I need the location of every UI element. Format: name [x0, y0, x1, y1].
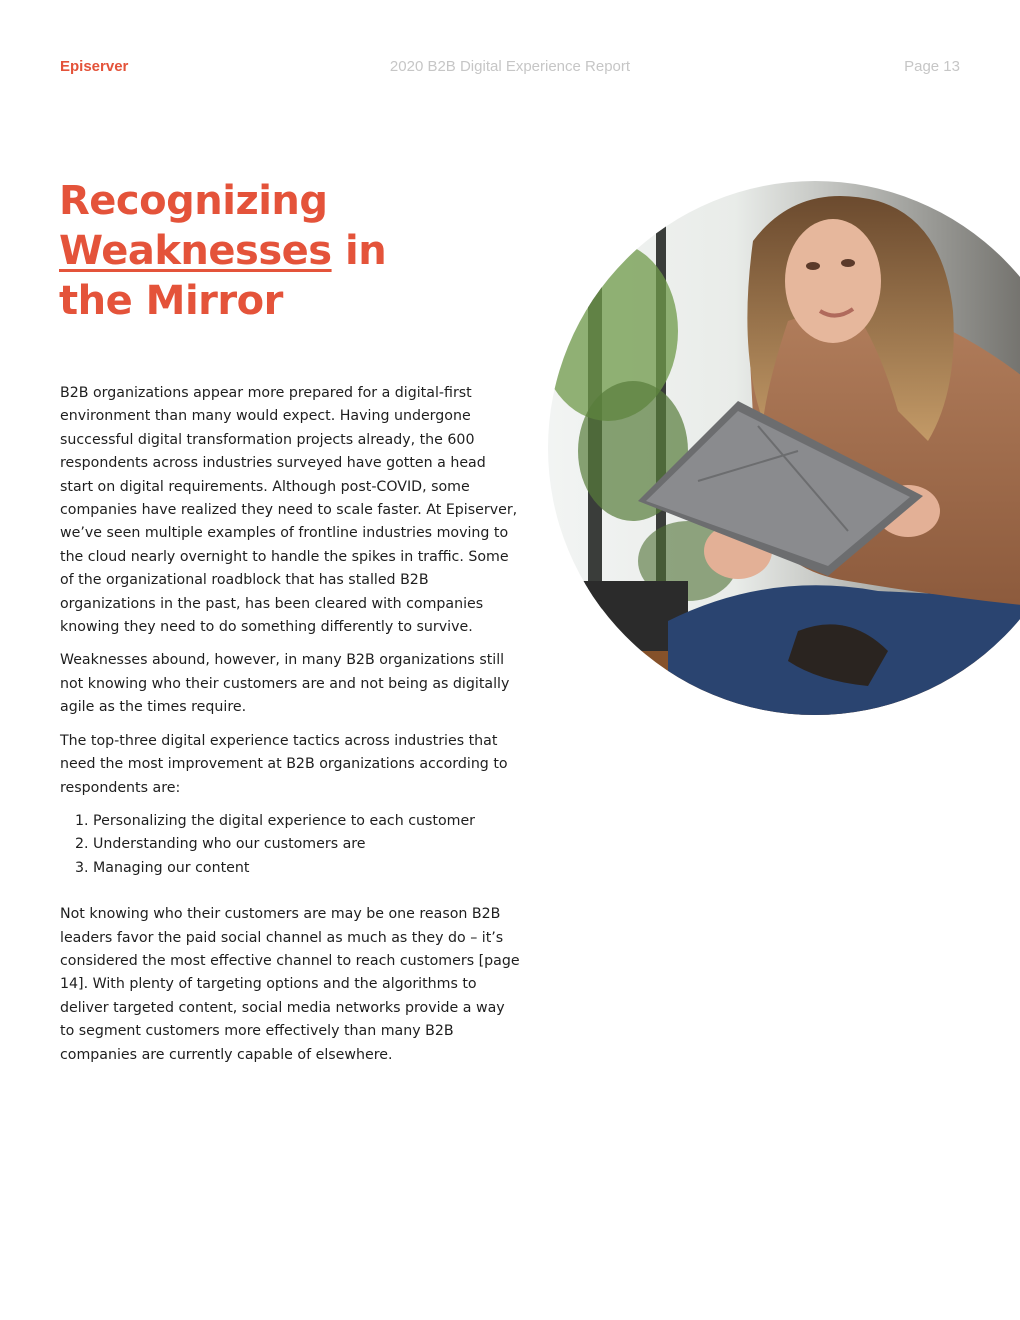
page-headline	[59, 176, 529, 326]
headline-line-2	[59, 226, 529, 276]
list-item: 3. Managing our content	[75, 859, 250, 876]
paragraph-tactics-intro: The top-three digital experience tactics across industries that need the most improvement at B2B organizations according to respondents are:	[60, 732, 508, 796]
tactics-list	[75, 810, 520, 880]
paragraph-weaknesses: Weaknesses abound, however, in many B2B organizations still not knowing who their customers are and not being as digitally agile as the times require.	[60, 652, 510, 716]
headline-line-1: Recognizing	[59, 178, 328, 224]
paragraph-social: Not knowing who their customers are may be one reason B2B leaders favor the paid social channel as much as they do – it’s considered the most effective channel to reach customers [page 14]. With plenty of targeting options and the algorithms to deliver targeted content, social media networks provide a way to segment customers more effectively than many B2B companies are currently capable of elsewhere.	[60, 906, 520, 1063]
page-number: Page 13	[904, 58, 960, 75]
list-item: 1. Personalizing the digital experience to each customer	[75, 812, 476, 829]
brand-logo-text: Episerver	[60, 58, 129, 75]
page-header	[60, 58, 960, 78]
paragraph-intro: B2B organizations appear more prepared for a digital-first environment than many would expect. Having undergone successful digital transformation projects already, the 600 respondents across industries surveyed have gotten a head start on digital requirements. Although post-COVID, some companies have realized they need to scale faster. At Episerver, we’ve seen multiple examples of frontline industries moving to the cloud nearly overnight to handle the spikes in traffic. Some of the organizational roadblock that has stalled B2B organizations in the past, has been cleared with companies knowing they need to do something differently to survive.	[60, 385, 518, 636]
body-text	[60, 382, 520, 1077]
list-item: 2. Understanding who our customers are	[75, 836, 366, 853]
headline-line-2-rest: in	[331, 228, 387, 274]
headline-emphasis: Weaknesses	[59, 228, 332, 274]
report-title: 2020 B2B Digital Experience Report	[389, 58, 631, 75]
headline-line-3: the Mirror	[59, 278, 283, 324]
woman-with-tablet-photo	[548, 181, 1020, 715]
